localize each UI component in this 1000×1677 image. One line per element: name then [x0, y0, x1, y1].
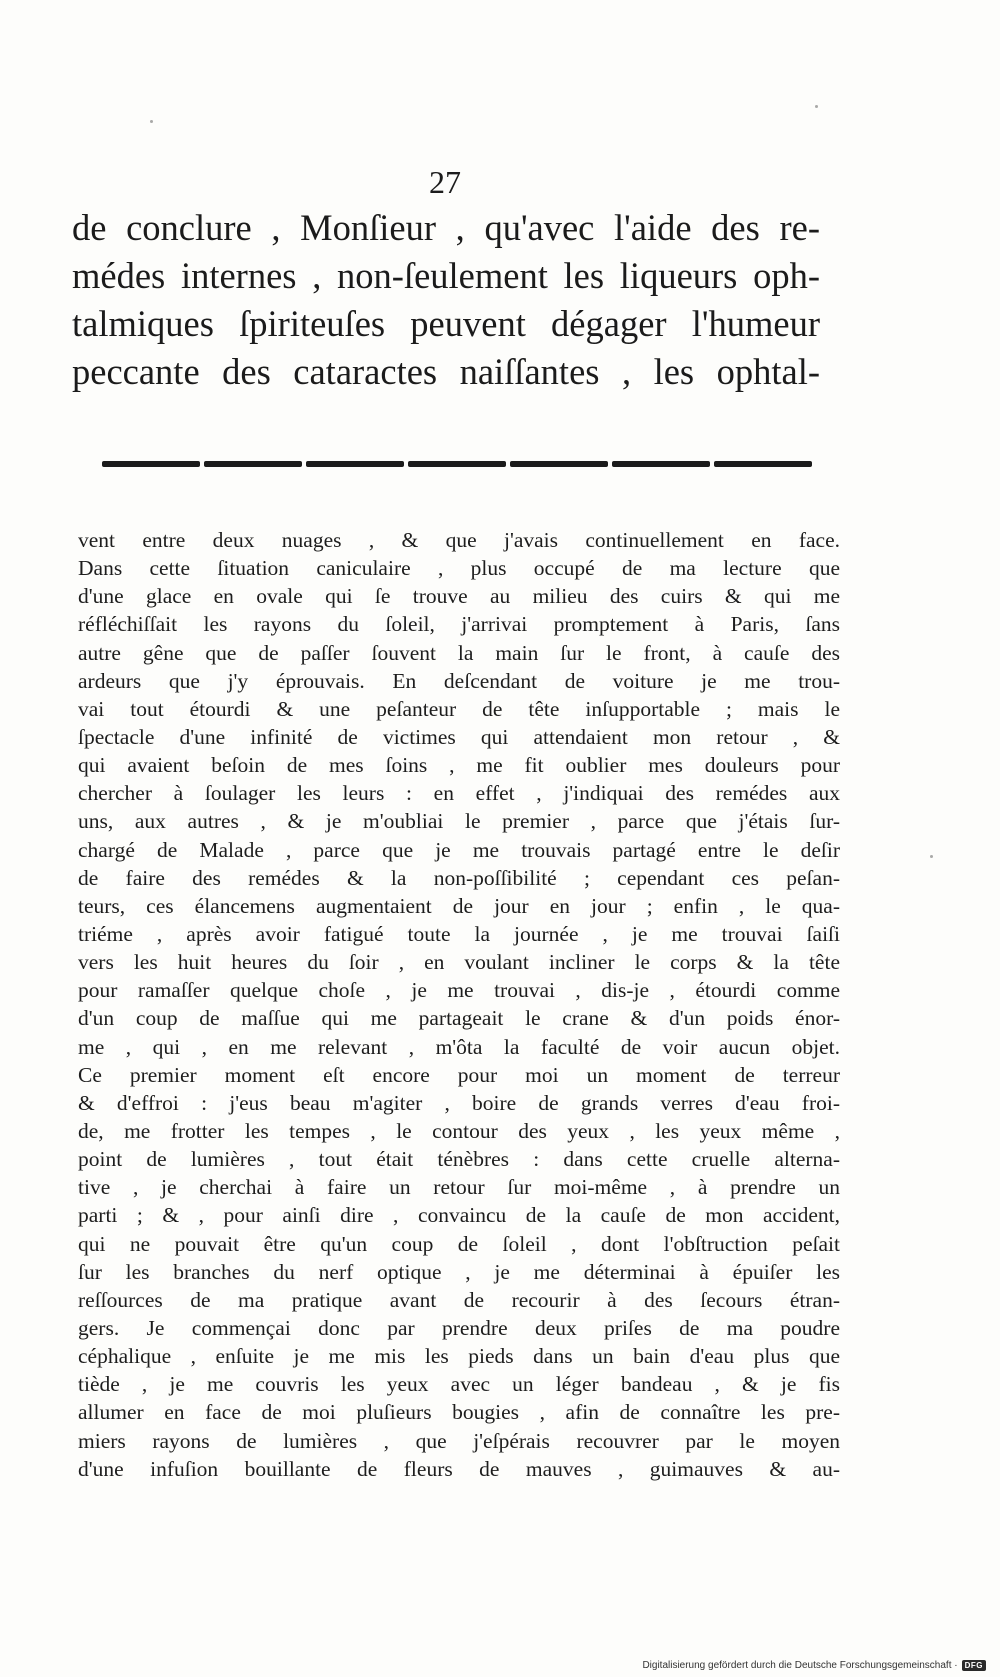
section-divider	[102, 461, 812, 467]
text-line: vers les huit heures du ſoir , en voulant incliner le corps & la tête	[78, 950, 840, 975]
text-line: de faire des remédes & la non-poſſibilité ; cependant ces peſan-	[78, 865, 840, 890]
text-line: céphalique , enſuite je me mis les pieds dans un bain d'eau plus que	[78, 1344, 840, 1369]
text-line: d'un coup de maſſue qui me partageait le crane & d'un poids énor-	[78, 1006, 840, 1031]
fragment-line: peccante des cataractes naiſſantes , les ophtal-	[72, 351, 820, 392]
paper-speck	[150, 120, 153, 123]
fragment-line: talmiques ſpiriteuſes peuvent dégager l'humeur	[72, 303, 820, 344]
text-line: point de lumières , tout était ténèbres : dans cette cruelle alterna-	[78, 1147, 840, 1172]
text-line: uns, aux autres , & je m'oubliai le premier , parce que j'étais ſur-	[78, 809, 840, 834]
text-line: ſur les branches du nerf optique , je me déterminai à épuiſer les	[78, 1259, 840, 1284]
previous-page-fragment	[72, 204, 820, 396]
text-line: réfléchiſſait les rayons du ſoleil, j'arrivai promptement à Paris, ſans	[78, 612, 840, 637]
text-line: Dans cette ſituation caniculaire , plus occupé de ma lecture que	[78, 556, 840, 581]
text-line: vai tout étourdi & une peſanteur de tête inſupportable ; mais le	[78, 696, 840, 721]
text-line: tive , je cherchai à faire un retour ſur moi-même , à prendre un	[78, 1175, 840, 1200]
text-line: reſſources de ma pratique avant de recourir à des ſecours étran-	[78, 1287, 840, 1312]
text-line: gers. Je commençai donc par prendre deux priſes de ma poudre	[78, 1315, 840, 1340]
digitization-credit	[642, 1660, 986, 1671]
text-line: d'une glace en ovale qui ſe trouve au milieu des cuirs & qui me	[78, 584, 840, 609]
text-line: d'une infuſion bouillante de fleurs de mauves , guimauves & au-	[78, 1456, 840, 1481]
text-line: ſpectacle d'une infinité de victimes qui attendaient mon retour , &	[78, 724, 840, 749]
page-number: 27	[429, 164, 461, 200]
paper-speck	[815, 105, 818, 108]
text-line: qui avaient beſoin de mes ſoins , me fit oublier mes douleurs pour	[78, 753, 840, 778]
text-line: teurs, ces élancemens augmentaient de jour en jour ; enfin , le qua-	[78, 893, 840, 918]
text-line: autre gêne que de paſſer ſouvent la main ſur le front, à cauſe des	[78, 640, 840, 665]
text-line: & d'effroi : j'eus beau m'agiter , boire de grands verres d'eau froi-	[78, 1090, 840, 1115]
fragment-line: de conclure , Monſieur , qu'avec l'aide des re-	[72, 207, 820, 248]
text-line: ardeurs que j'y éprouvais. En deſcendant de voiture je me trou-	[78, 668, 840, 693]
text-line: de, me frotter les tempes , le contour des yeux , les yeux même ,	[78, 1118, 840, 1143]
text-line: chercher à ſoulager les leurs : en effet , j'indiquai des remédes aux	[78, 781, 840, 806]
text-line: chargé de Malade , parce que je me trouvais partagé entre le deſir	[78, 837, 840, 862]
text-line: me , qui , en me relevant , m'ôta la faculté de voir aucun objet.	[78, 1034, 840, 1059]
text-line: vent entre deux nuages , & que j'avais continuellement en face.	[78, 528, 840, 552]
dfg-logo: DFG	[962, 1660, 986, 1671]
text-line: Ce premier moment eſt encore pour moi un moment de terreur	[78, 1062, 840, 1087]
text-line: allumer en face de moi pluſieurs bougies , afin de connaître les pre-	[78, 1400, 840, 1425]
text-line: qui ne pouvait être qu'un coup de ſoleil , dont l'obſtruction peſait	[78, 1231, 840, 1256]
text-line: miers rayons de lumières , que j'eſpérais recouvrer par le moyen	[78, 1428, 840, 1453]
text-line: triéme , après avoir fatigué toute la journée , je me trouvai ſaiſi	[78, 921, 840, 946]
text-line: parti ; & , pour ainſi dire , convaincu de la cauſe de mon accident,	[78, 1203, 840, 1228]
credit-text: Digitalisierung gefördert durch die Deutsche Forschungsgemeinschaft ·	[642, 1660, 958, 1671]
body-text	[78, 526, 840, 1483]
text-line: pour ramaſſer quelque choſe , je me trouvai , dis-je , étourdi comme	[78, 978, 840, 1003]
text-line: tiède , je me couvris les yeux avec un léger bandeau , & je fis	[78, 1372, 840, 1397]
paper-speck	[930, 855, 933, 858]
fragment-line: médes internes , non-ſeulement les liqueurs oph-	[72, 255, 820, 296]
